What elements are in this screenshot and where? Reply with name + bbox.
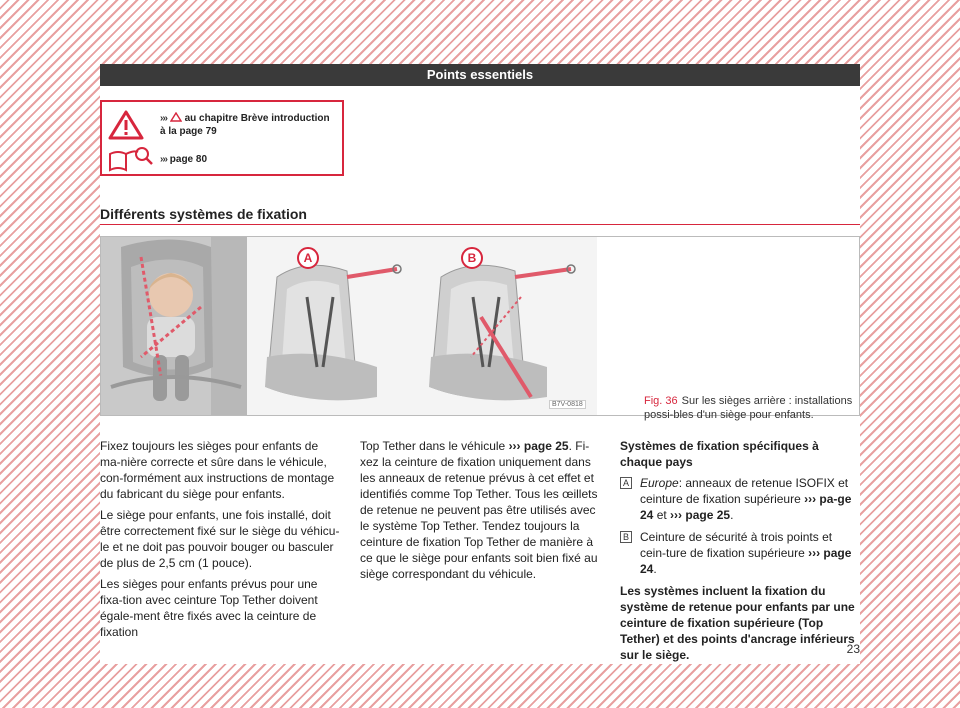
list-item-b <box>620 529 860 577</box>
note-warning-row <box>102 108 342 144</box>
figure-36 <box>100 236 860 416</box>
text-column-3 <box>620 438 860 668</box>
paragraph: Le siège pour enfants, une fois installé, doit être correctement fixé sur le siège du véhicu-le et ne doit pas pouvoir bouger ou basculer de plus de 2,5 cm (1 pouce). <box>100 508 340 570</box>
figure-code: B7V-0818 <box>549 400 586 409</box>
figure-panel-child-photo <box>101 237 247 415</box>
page-number: 23 <box>846 642 860 656</box>
note-reference-row <box>102 146 342 174</box>
paragraph <box>360 438 600 582</box>
small-warning-icon <box>170 112 182 122</box>
figure-label-b: B <box>461 247 483 269</box>
list-text: . <box>730 508 734 522</box>
paragraph-text: . Fi-xez la ceinture de fixation uniquement dans les anneaux de retenue prévus à cet effet et identifiés comme Top Tether. Tous les œillets de retenue ne peuvent pas être utilisés avec le système Top Tether. Tendez toujours la ceinture de fixation Top Tether de manière à ce que le siège pour enfants soit bien fixé au siège correspondant du véhicule. <box>360 439 598 581</box>
section-title: Différents systèmes de fixation <box>100 206 307 222</box>
text-column-1 <box>100 438 340 645</box>
list-marker-b: B <box>620 531 632 543</box>
manual-page <box>100 64 860 664</box>
text-column-2 <box>360 438 600 587</box>
page-reference-link[interactable]: ››› page 25 <box>670 508 731 522</box>
note-warning-text <box>160 112 336 138</box>
figure-label-a: A <box>297 247 319 269</box>
warning-triangle-icon <box>108 110 144 140</box>
page-reference-link[interactable]: ››› pa-ge 24 <box>640 492 852 522</box>
note-reference-text <box>160 153 336 166</box>
paragraph: Les sièges pour enfants prévus pour une fixa-tion avec ceinture Top Tether doivent égale-ment être fixés avec la ceinture de fixation <box>100 577 318 639</box>
list-item-a <box>620 475 860 523</box>
figure-panel-seat-b <box>411 237 597 415</box>
page-reference-link[interactable]: ››› page 24 <box>640 546 852 576</box>
book-magnifier-icon <box>108 146 154 172</box>
list-text: Ceinture de sécurité à trois points et cein-ture de fixation supérieure <box>640 530 833 560</box>
figure-caption-label: Fig. 36 <box>644 395 678 407</box>
section-divider <box>100 224 860 225</box>
subheading: Systèmes de fixation spécifiques à chaque pays <box>620 439 819 469</box>
figure-panel-seat-a <box>247 237 411 415</box>
list-text: . <box>653 562 657 576</box>
ref-arrows: ››› <box>160 113 167 124</box>
closing-paragraph: Les systèmes incluent la fixation du système de retenue pour enfants par une ceinture de fixation supérieure (Top Tether) et des points d'ancrage inférieurs sur le siège. <box>620 584 855 662</box>
page-reference-link[interactable]: ››› page 25 <box>508 439 569 453</box>
list-marker-a: A <box>620 477 632 489</box>
page-header: Points essentiels <box>100 64 860 86</box>
note-box <box>100 100 344 176</box>
paragraph-text: Top Tether dans le véhicule <box>360 439 506 453</box>
figure-caption-text: Sur les sièges arrière : installations possi-bles d'un siège pour enfants. <box>644 395 853 421</box>
reference-link[interactable]: page 80 <box>169 154 208 165</box>
list-term: Europe <box>640 476 679 490</box>
list-text: : anneaux de retenue ISOFIX et ceinture de fixation supérieure <box>640 476 849 506</box>
ref-arrows: ››› <box>160 154 167 165</box>
paragraph: Fixez toujours les sièges pour enfants de ma-nière correcte et sûre dans le véhicule, con-formément aux instructions de montage du fabricant du siège pour enfants. <box>100 439 335 501</box>
figure-caption <box>644 394 858 422</box>
list-text: et <box>653 508 671 522</box>
warning-link[interactable]: au chapitre Brève introduction à la page 79 <box>160 113 330 137</box>
